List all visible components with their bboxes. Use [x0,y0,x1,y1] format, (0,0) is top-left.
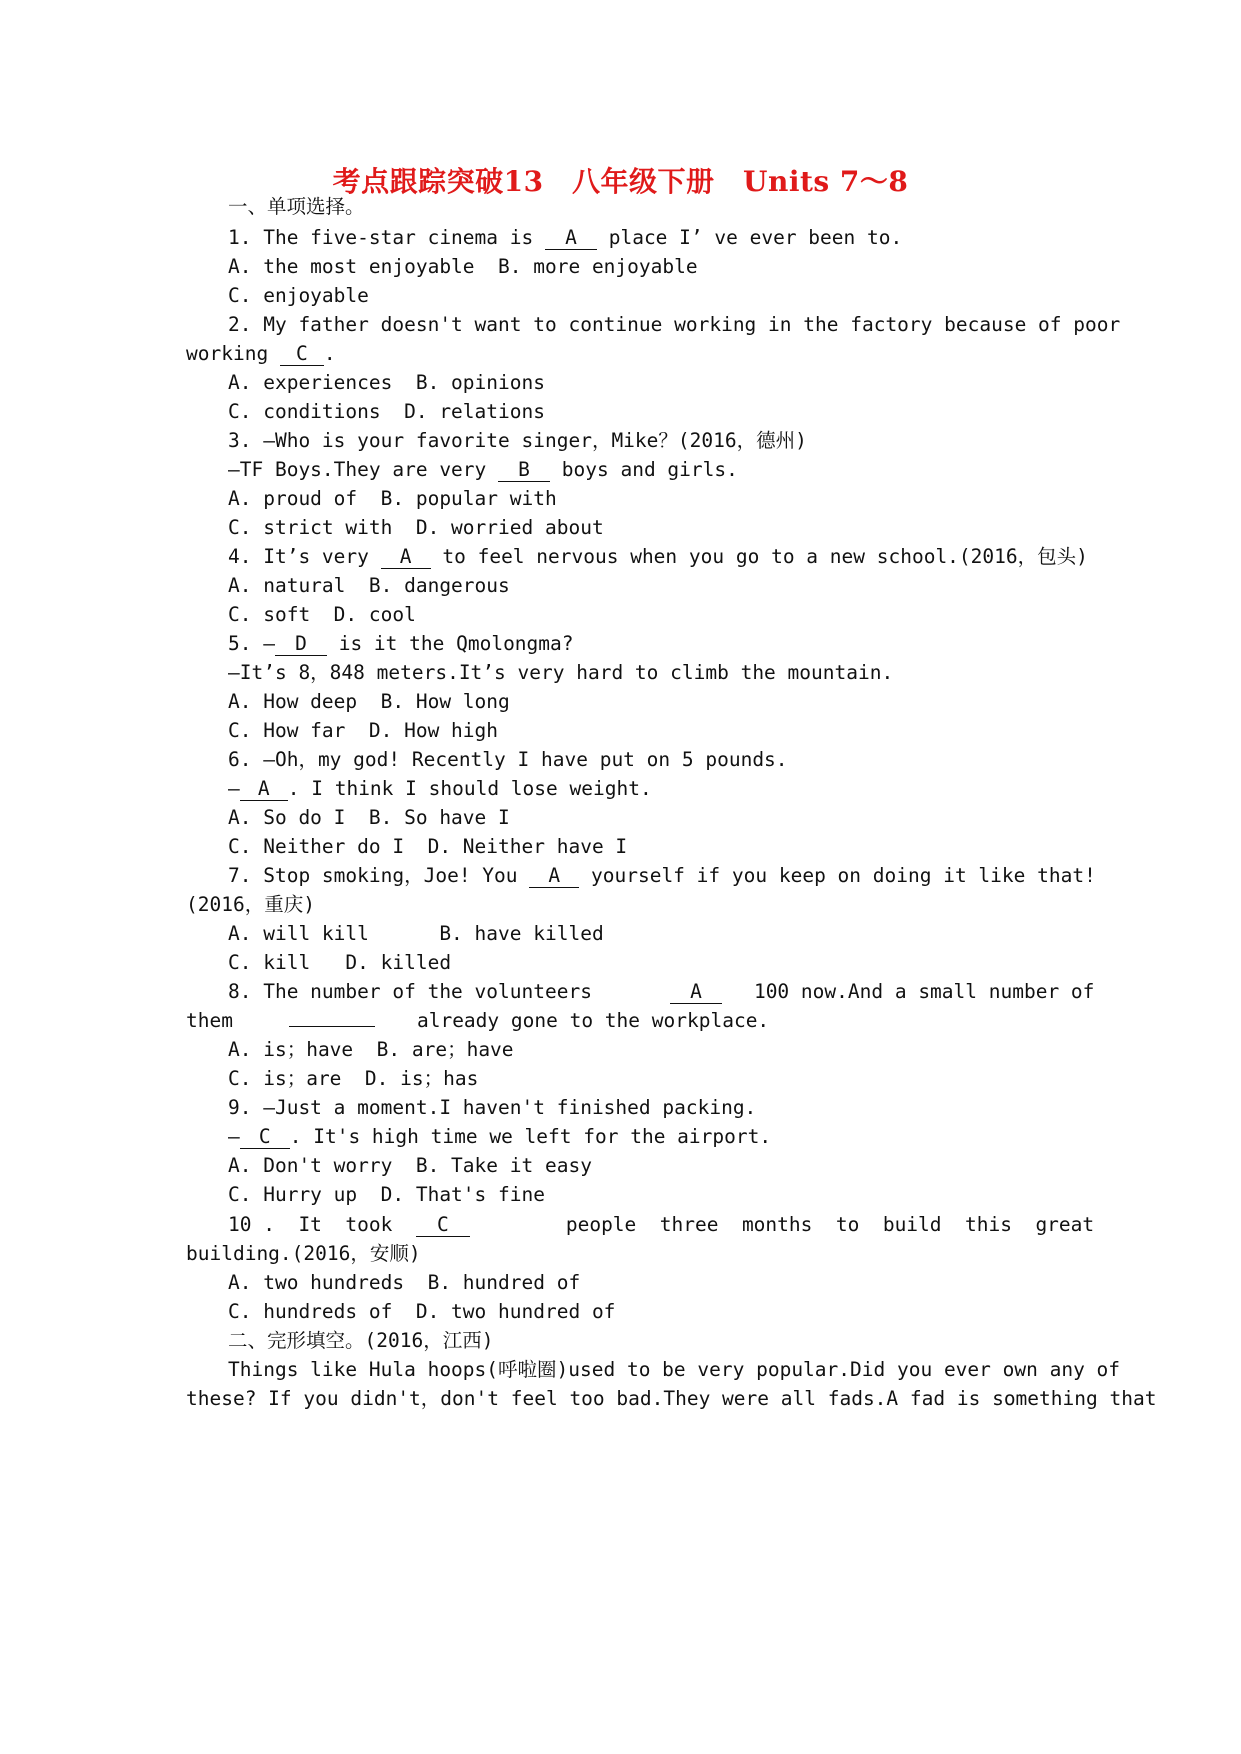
passage-line-2: these? If you didn't，don't feel too bad.They were all fads.A fad is something that [186,1387,1157,1410]
question-5-options-cd: C. How far D. How high [228,719,499,742]
question-6-options-ab: A. So do I B. So have I [228,806,510,829]
question-8 [228,980,1094,1004]
question-5-options-ab: A. How deep B. How long [228,690,510,713]
question-7-source: (2016，重庆) [186,893,315,916]
question-6-text-end: . I think I should lose weight. [287,777,652,800]
question-2: 2. My father doesn't want to continue working in the factory because of poor [228,313,1121,336]
question-1-text-end: place I’ ve ever been to. [596,226,903,249]
question-3-options-cd: C. strict with D. worried about [228,516,604,539]
question-4-answer-blank: A [381,546,431,569]
section-heading-cloze: 二、完形填空。(2016，江西) [228,1329,494,1352]
question-8-options-ab: A. is；have B. are；have [228,1038,514,1061]
question-5-text-end: is it the Qmolongma? [326,632,574,655]
question-8-second-blank [289,1026,375,1027]
question-2-options-ab: A. experiences B. opinions [228,371,545,394]
question-3-response [228,458,738,482]
question-10-text: 10 . It took [228,1213,416,1236]
question-1-answer-blank: A [545,227,597,250]
question-2-continued [186,342,336,366]
question-4 [228,545,1088,569]
question-8-options-cd: C. is；are D. is；has [228,1067,479,1090]
question-3-answer-blank: B [498,459,550,482]
question-5 [228,632,574,656]
question-3-text: —TF Boys.They are very [228,458,499,481]
question-10-continued: building.(2016，安顺) [186,1242,421,1265]
question-5-response: —It’s 8，848 meters.It’s very hard to climb the mountain. [228,661,894,684]
question-9-options-ab: A. Don't worry B. Take it easy [228,1154,592,1177]
question-2-text: working [186,342,280,365]
question-7-options-ab: A. will kill B. have killed [228,922,604,945]
question-3-text-end: boys and girls. [550,458,738,481]
question-1 [228,226,902,250]
question-9: 9. —Just a moment.I haven't finished packing. [228,1096,757,1119]
question-8-text-2-end: already gone to the workplace. [416,1009,770,1032]
question-8-text: 8. The number of the volunteers [228,980,592,1003]
question-4-text-end: to feel nervous when you go to a new school.(2016，包头) [430,545,1088,568]
question-7-answer-blank: A [529,865,579,888]
question-6-answer-blank: A [240,778,288,801]
question-6-options-cd: C. Neither do I D. Neither have I [228,835,628,858]
question-7-text-end: yourself if you keep on doing it like that! [579,864,1096,887]
question-10-options-cd: C. hundreds of D. two hundred of [228,1300,616,1323]
question-5-text: 5. — [228,632,275,655]
question-4-text: 4. It’s very [228,545,381,568]
question-7 [228,864,1096,888]
question-9-text-end: . It's high time we left for the airport. [289,1125,772,1148]
question-9-response [228,1125,771,1149]
question-9-answer-blank: C [240,1126,290,1149]
question-2-answer-blank: C [280,343,324,366]
question-7-options-cd: C. kill D. killed [228,951,452,974]
question-2-text-end: . [323,342,336,365]
question-6-text: — [228,777,240,800]
question-7-text: 7. Stop smoking，Joe! You [228,864,530,887]
question-3: 3. —Who is your favorite singer，Mike？(2016，德州) [228,429,807,452]
question-9-text: — [228,1125,240,1148]
section-heading-single-choice: 一、单项选择。 [228,195,365,218]
question-6-response [228,777,652,801]
question-8-text-2: them [186,1009,233,1032]
question-8-continued [186,1009,769,1033]
question-3-options-ab: A. proud of B. popular with [228,487,557,510]
question-10-text-end: people three months to build this great [565,1213,1095,1236]
question-10-answer-blank: C [416,1214,470,1237]
question-10 [228,1213,1094,1237]
question-6: 6. —Oh，my god! Recently I have put on 5 pounds. [228,748,788,771]
question-1-text: 1. The five-star cinema is [228,226,545,249]
passage-line-1: Things like Hula hoops(呼啦圈)used to be very popular.Did you ever own any of [228,1358,1121,1381]
question-4-options-ab: A. natural B. dangerous [228,574,510,597]
question-2-options-cd: C. conditions D. relations [228,400,545,423]
question-1-options-c: C. enjoyable [228,284,369,307]
question-10-options-ab: A. two hundreds B. hundred of [228,1271,581,1294]
question-9-options-cd: C. Hurry up D. That's fine [228,1183,545,1206]
page-title: 考点跟踪突破13 八年级下册 Units 7～8 [332,165,909,198]
question-5-answer-blank: D [275,633,327,656]
question-1-options-ab: A. the most enjoyable B. more enjoyable [228,255,698,278]
question-8-answer-blank: A [670,981,722,1004]
question-8-text-end: 100 now.And a small number of [753,980,1095,1003]
question-4-options-cd: C. soft D. cool [228,603,416,626]
